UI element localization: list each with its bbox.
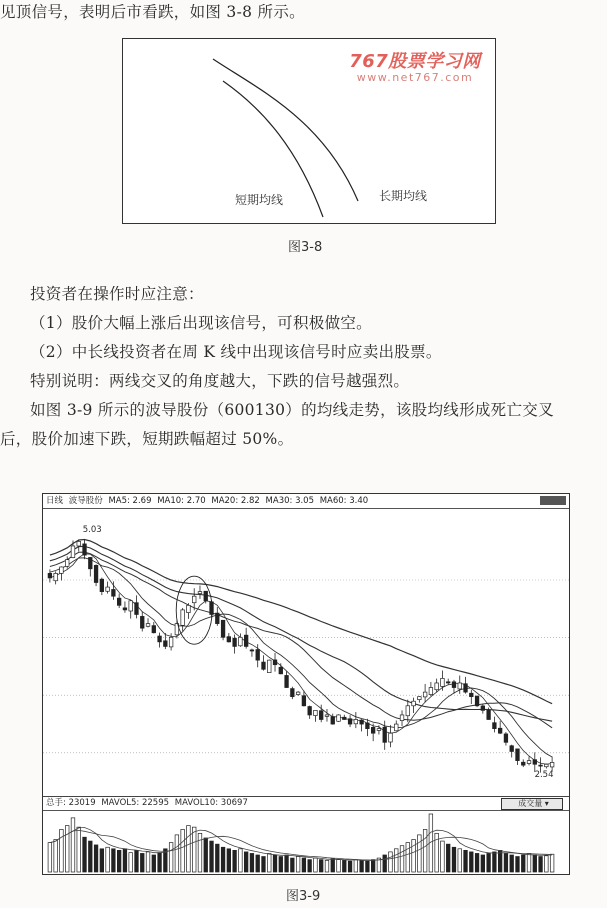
- long-ma-label: 长期均线: [379, 189, 428, 203]
- candle-body: [302, 696, 306, 706]
- candle-body: [348, 719, 352, 724]
- candle-body: [308, 707, 312, 715]
- volume-bar: [227, 849, 231, 872]
- volume-bar: [418, 835, 422, 872]
- candle-body: [100, 579, 104, 591]
- candle-body: [83, 544, 87, 555]
- candle-body: [215, 613, 219, 623]
- volume-bar: [291, 858, 295, 872]
- volume-bar: [354, 860, 358, 872]
- paragraph-1: 投资者在操作时应注意：: [30, 285, 204, 303]
- candle-body: [227, 637, 231, 642]
- ma20-value: MA20: 2.82: [211, 496, 260, 506]
- candle-body: [198, 592, 202, 594]
- candle-body: [418, 697, 422, 700]
- candle-body: [446, 682, 450, 683]
- candle-body: [152, 626, 156, 633]
- candle-body: [325, 715, 329, 716]
- volume-bar: [487, 853, 491, 872]
- volume-bar: [88, 841, 92, 872]
- volume-bar: [510, 855, 514, 872]
- volume-bar: [314, 858, 318, 872]
- top-line: 见顶信号，表明后市看跌，如图 3-8 所示。: [0, 3, 305, 21]
- volume-bar: [175, 835, 179, 872]
- volume-bar: [204, 838, 208, 872]
- short-ma-label: 短期均线: [235, 193, 284, 207]
- candle-body: [244, 635, 248, 646]
- candle-body: [164, 641, 168, 647]
- volume-header: [43, 796, 569, 811]
- ma-line-ma60: [50, 540, 552, 704]
- volume-bar: [158, 853, 162, 872]
- candle-body: [481, 706, 485, 710]
- volume-bar: [135, 850, 139, 872]
- volume-bar: [493, 852, 497, 872]
- volume-bar: [273, 855, 277, 872]
- low-price-label: 2.54: [534, 770, 554, 781]
- candle-body: [291, 689, 295, 697]
- candle-body: [146, 624, 150, 627]
- volume-bar: [123, 849, 127, 872]
- volume-bar: [475, 853, 479, 872]
- candle-body: [314, 710, 318, 715]
- volume-indicator-select[interactable]: 成交量 ▾: [501, 798, 563, 810]
- ma-line-ma10: [50, 558, 552, 757]
- mavol10-value: MAVOL10: 30697: [174, 798, 248, 808]
- volume-bar: [65, 826, 69, 872]
- candle-body: [469, 693, 473, 696]
- candle-body: [88, 557, 92, 568]
- candle-body: [250, 650, 254, 651]
- candle-body: [394, 724, 398, 731]
- ma10-value: MA10: 2.70: [157, 496, 206, 506]
- candle-body: [521, 762, 525, 765]
- candle-body: [435, 683, 439, 690]
- volume-bar: [215, 844, 219, 872]
- candle-body: [342, 717, 346, 719]
- candle-body: [389, 733, 393, 742]
- volume-bar: [504, 853, 508, 872]
- paragraph-3: （2）中长线投资者在周 K 线中出现该信号时应卖出股票。: [30, 343, 442, 361]
- volume-bar: [394, 849, 398, 872]
- volume-bar: [400, 846, 404, 872]
- volume-bar: [319, 860, 323, 872]
- volume-bar: [210, 841, 214, 872]
- candle-body: [267, 660, 271, 673]
- candle-body: [423, 692, 427, 697]
- chart-header: [43, 494, 569, 509]
- volume-bar: [458, 849, 462, 872]
- header-controls[interactable]: [540, 496, 566, 505]
- volume-bar: [527, 853, 531, 872]
- candle-body: [94, 565, 98, 582]
- volume-bar: [366, 861, 370, 872]
- candle-body: [262, 662, 266, 669]
- volume-bar: [140, 853, 144, 872]
- candle-body: [71, 546, 75, 558]
- candle-body: [285, 675, 289, 687]
- candle-body: [539, 765, 543, 766]
- candle-body: [123, 608, 127, 610]
- candle-body: [498, 728, 502, 733]
- volume-bar: [181, 829, 185, 872]
- stock-name: 波导股份: [68, 496, 103, 506]
- candle-body: [239, 637, 243, 645]
- candle-body: [256, 650, 260, 661]
- candle-body: [273, 660, 277, 665]
- ma30-value: MA30: 3.05: [265, 496, 315, 506]
- candle-body: [181, 610, 185, 625]
- paragraph-5: 如图 3-9 所示的波导股份（600130）的均线走势，该股均线形成死亡交叉: [30, 401, 554, 419]
- candle-body: [475, 696, 479, 706]
- candle-body: [106, 587, 110, 591]
- candle-body: [458, 683, 462, 689]
- candle-body: [117, 598, 121, 605]
- volume-bar: [279, 857, 283, 872]
- candle-body: [452, 682, 456, 688]
- volume-bar: [389, 852, 393, 872]
- volume-bar: [423, 829, 427, 872]
- volume-bar: [533, 855, 537, 872]
- volume-bar: [371, 860, 375, 872]
- candle-body: [192, 596, 196, 603]
- volume-bar: [198, 833, 202, 872]
- volume-bar: [146, 852, 150, 872]
- candle-body: [296, 692, 300, 694]
- paragraph-6: 后，股价加速下跌，短期跌幅超过 50%。: [0, 430, 294, 448]
- candle-body: [129, 601, 133, 611]
- volume-bar: [469, 852, 473, 872]
- candle-body: [366, 723, 370, 729]
- candle-body: [233, 638, 237, 646]
- figure-3-8-caption: 图3-8: [288, 240, 323, 255]
- volume-bar: [325, 860, 329, 872]
- volume-bar: [550, 854, 554, 872]
- volume-bar: [106, 847, 110, 872]
- volume-bar: [464, 850, 468, 872]
- candle-body: [377, 729, 381, 731]
- volume-bar: [481, 855, 485, 872]
- paragraph-4: 特别说明：两线交叉的角度越大，下跌的信号越强烈。: [30, 372, 410, 390]
- candle-body: [140, 616, 144, 628]
- volume-bar: [94, 845, 98, 872]
- candle-body: [383, 727, 387, 742]
- high-price-label: 5.03: [82, 524, 102, 535]
- volume-bar: [498, 850, 502, 872]
- candle-body: [60, 567, 64, 573]
- ma60-value: MA60: 3.40: [319, 496, 369, 506]
- period-label: 日线: [46, 496, 64, 506]
- candle-body: [337, 715, 341, 721]
- candle-body: [77, 541, 81, 546]
- volume-bar: [348, 861, 352, 872]
- candle-body: [504, 734, 508, 742]
- watermark-url: www.net767.com: [356, 71, 474, 84]
- candle-body: [65, 560, 69, 567]
- volume-total: 总手: 23019: [46, 798, 96, 808]
- paragraph-2: （1）股价大幅上涨后出现该信号，可积极做空。: [30, 314, 372, 332]
- candle-body: [319, 711, 323, 720]
- volume-bar: [256, 855, 260, 872]
- candle-body: [464, 684, 468, 692]
- candle-body: [158, 636, 162, 642]
- volume-bar: [452, 847, 456, 872]
- candle-body: [493, 723, 497, 729]
- volume-bar: [71, 818, 75, 872]
- volume-bar: [117, 850, 121, 872]
- volume-bar: [100, 849, 104, 872]
- candle-body: [487, 710, 491, 719]
- candle-body: [516, 749, 520, 761]
- candle-body: [354, 720, 358, 724]
- volume-bar: [302, 858, 306, 872]
- candle-body: [406, 706, 410, 716]
- volume-bar: [112, 849, 116, 872]
- candle-body: [360, 720, 364, 724]
- volume-bar: [308, 860, 312, 872]
- candle-body: [48, 573, 52, 578]
- volume-bar: [239, 849, 243, 872]
- volume-bar: [545, 856, 549, 872]
- ma-line-ma5: [50, 554, 552, 764]
- candle-body: [550, 762, 554, 767]
- volume-chart: [43, 810, 569, 874]
- candle-body: [187, 605, 191, 612]
- volume-bar: [187, 826, 191, 872]
- volume-bar: [331, 859, 335, 872]
- volume-bar: [441, 841, 445, 872]
- candle-body: [135, 603, 139, 615]
- candle-body: [441, 678, 445, 686]
- volume-bar: [83, 837, 87, 872]
- candle-body: [400, 715, 404, 721]
- candle-body: [169, 637, 173, 647]
- figure-3-9-chart: [42, 493, 570, 875]
- volume-bar: [152, 855, 156, 872]
- volume-bar: [383, 855, 387, 872]
- candle-body: [204, 591, 208, 601]
- candle-body: [331, 717, 335, 724]
- candle-body: [533, 760, 537, 765]
- candle-body: [545, 764, 549, 766]
- watermark: [340, 47, 490, 84]
- volume-bar: [296, 857, 300, 872]
- volume-bar: [60, 829, 64, 872]
- ma5-value: MA5: 2.69: [108, 496, 152, 506]
- candle-body: [54, 573, 58, 580]
- candle-body: [112, 589, 116, 596]
- candle-body: [510, 746, 514, 752]
- volume-bar: [285, 855, 289, 872]
- volume-bar: [262, 857, 266, 872]
- volume-bar: [342, 860, 346, 872]
- volume-bar: [129, 853, 133, 872]
- volume-bar: [516, 857, 520, 872]
- long-term-ma-line: [213, 59, 358, 201]
- candle-body: [527, 761, 531, 764]
- volume-bar: [337, 860, 341, 872]
- volume-bar: [233, 850, 237, 872]
- volume-bar: [267, 853, 271, 872]
- mavol5-value: MAVOL5: 22595: [101, 798, 170, 808]
- volume-bar: [446, 844, 450, 872]
- volume-bar: [169, 843, 173, 872]
- volume-bar: [250, 853, 254, 872]
- figure-3-9-caption: 图3-9: [286, 889, 321, 904]
- volume-bar: [221, 847, 225, 872]
- candle-body: [221, 620, 225, 637]
- candle-body: [279, 667, 283, 674]
- volume-bar: [192, 827, 196, 872]
- candle-body: [429, 688, 433, 695]
- volume-bar: [77, 827, 81, 872]
- volume-bar: [412, 840, 416, 872]
- candle-body: [371, 727, 375, 733]
- volume-bar: [244, 852, 248, 872]
- volume-bar: [54, 840, 58, 872]
- price-chart: [43, 508, 569, 796]
- volume-bar: [406, 843, 410, 872]
- volume-bar: [360, 860, 364, 872]
- candle-body: [412, 701, 416, 706]
- watermark-title: 767股票学习网: [349, 51, 481, 72]
- volume-bar: [521, 855, 525, 872]
- volume-bar: [539, 857, 543, 872]
- volume-bar: [48, 843, 52, 872]
